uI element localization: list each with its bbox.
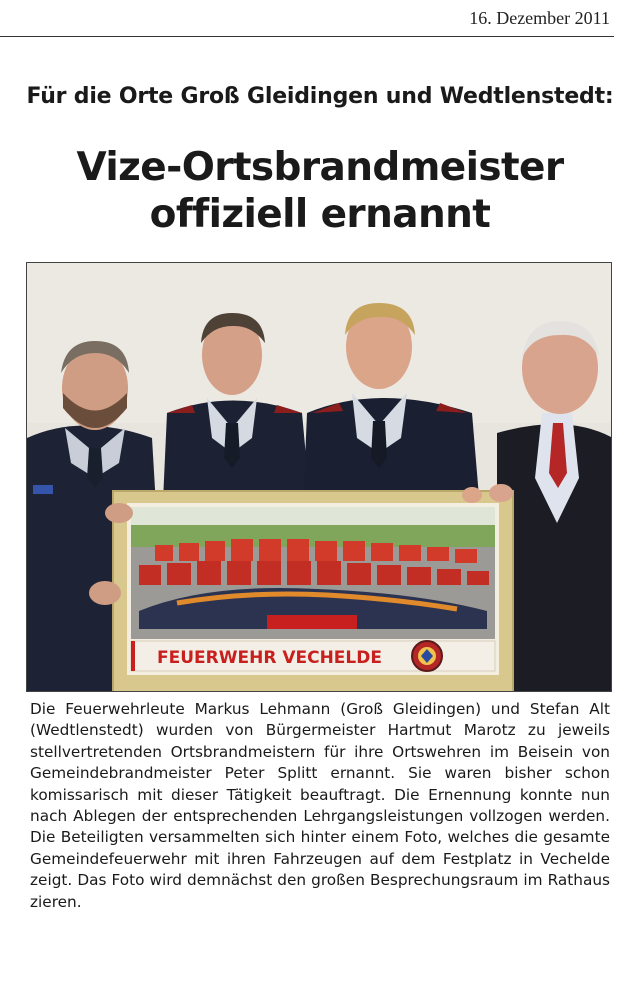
photo-illustration [27, 263, 612, 692]
article-headline [0, 144, 640, 238]
article-photo [26, 262, 612, 692]
headline-line-2: offiziell ernannt [149, 192, 491, 237]
banner-text: FEUERWEHR VECHELDE [157, 648, 382, 668]
article-caption: Die Feuerwehrleute Markus Lehmann (Groß Gleidingen) und Stefan Alt (Wedtlenstedt) wurden von Bürgermeister Hartmut Marotz zu jeweils stellvertretenden Ortsbrandmeistern für ihre Ortswehren im Beisein von Gemeindebrandmeister Peter Splitt ernannt. Sie waren bisher schon komissarisch mit dieser Tätigkeit beauftragt. Die Ernennung konnte nun nach Ablegen der entsprechenden Lehrgangsleistungen vollzogen werden. Die Beteiligten versammelten sich hinter einem Foto, welches die gesamte Gemeindefeuerwehr mit ihren Fahrzeugen auf dem Festplatz in Vechelde zeigt. Das Foto wird demnächst den großen Besprechungsraum im Rathaus zieren. [30, 700, 610, 911]
headline-line-1: Vize-Ortsbrandmeister [76, 145, 564, 190]
header-rule [0, 36, 614, 37]
framed-group-photo [113, 491, 513, 692]
issue-date: 16. Dezember 2011 [469, 8, 610, 28]
article-kicker: Für die Orte Groß Gleidingen und Wedtlenstedt: [26, 84, 614, 109]
